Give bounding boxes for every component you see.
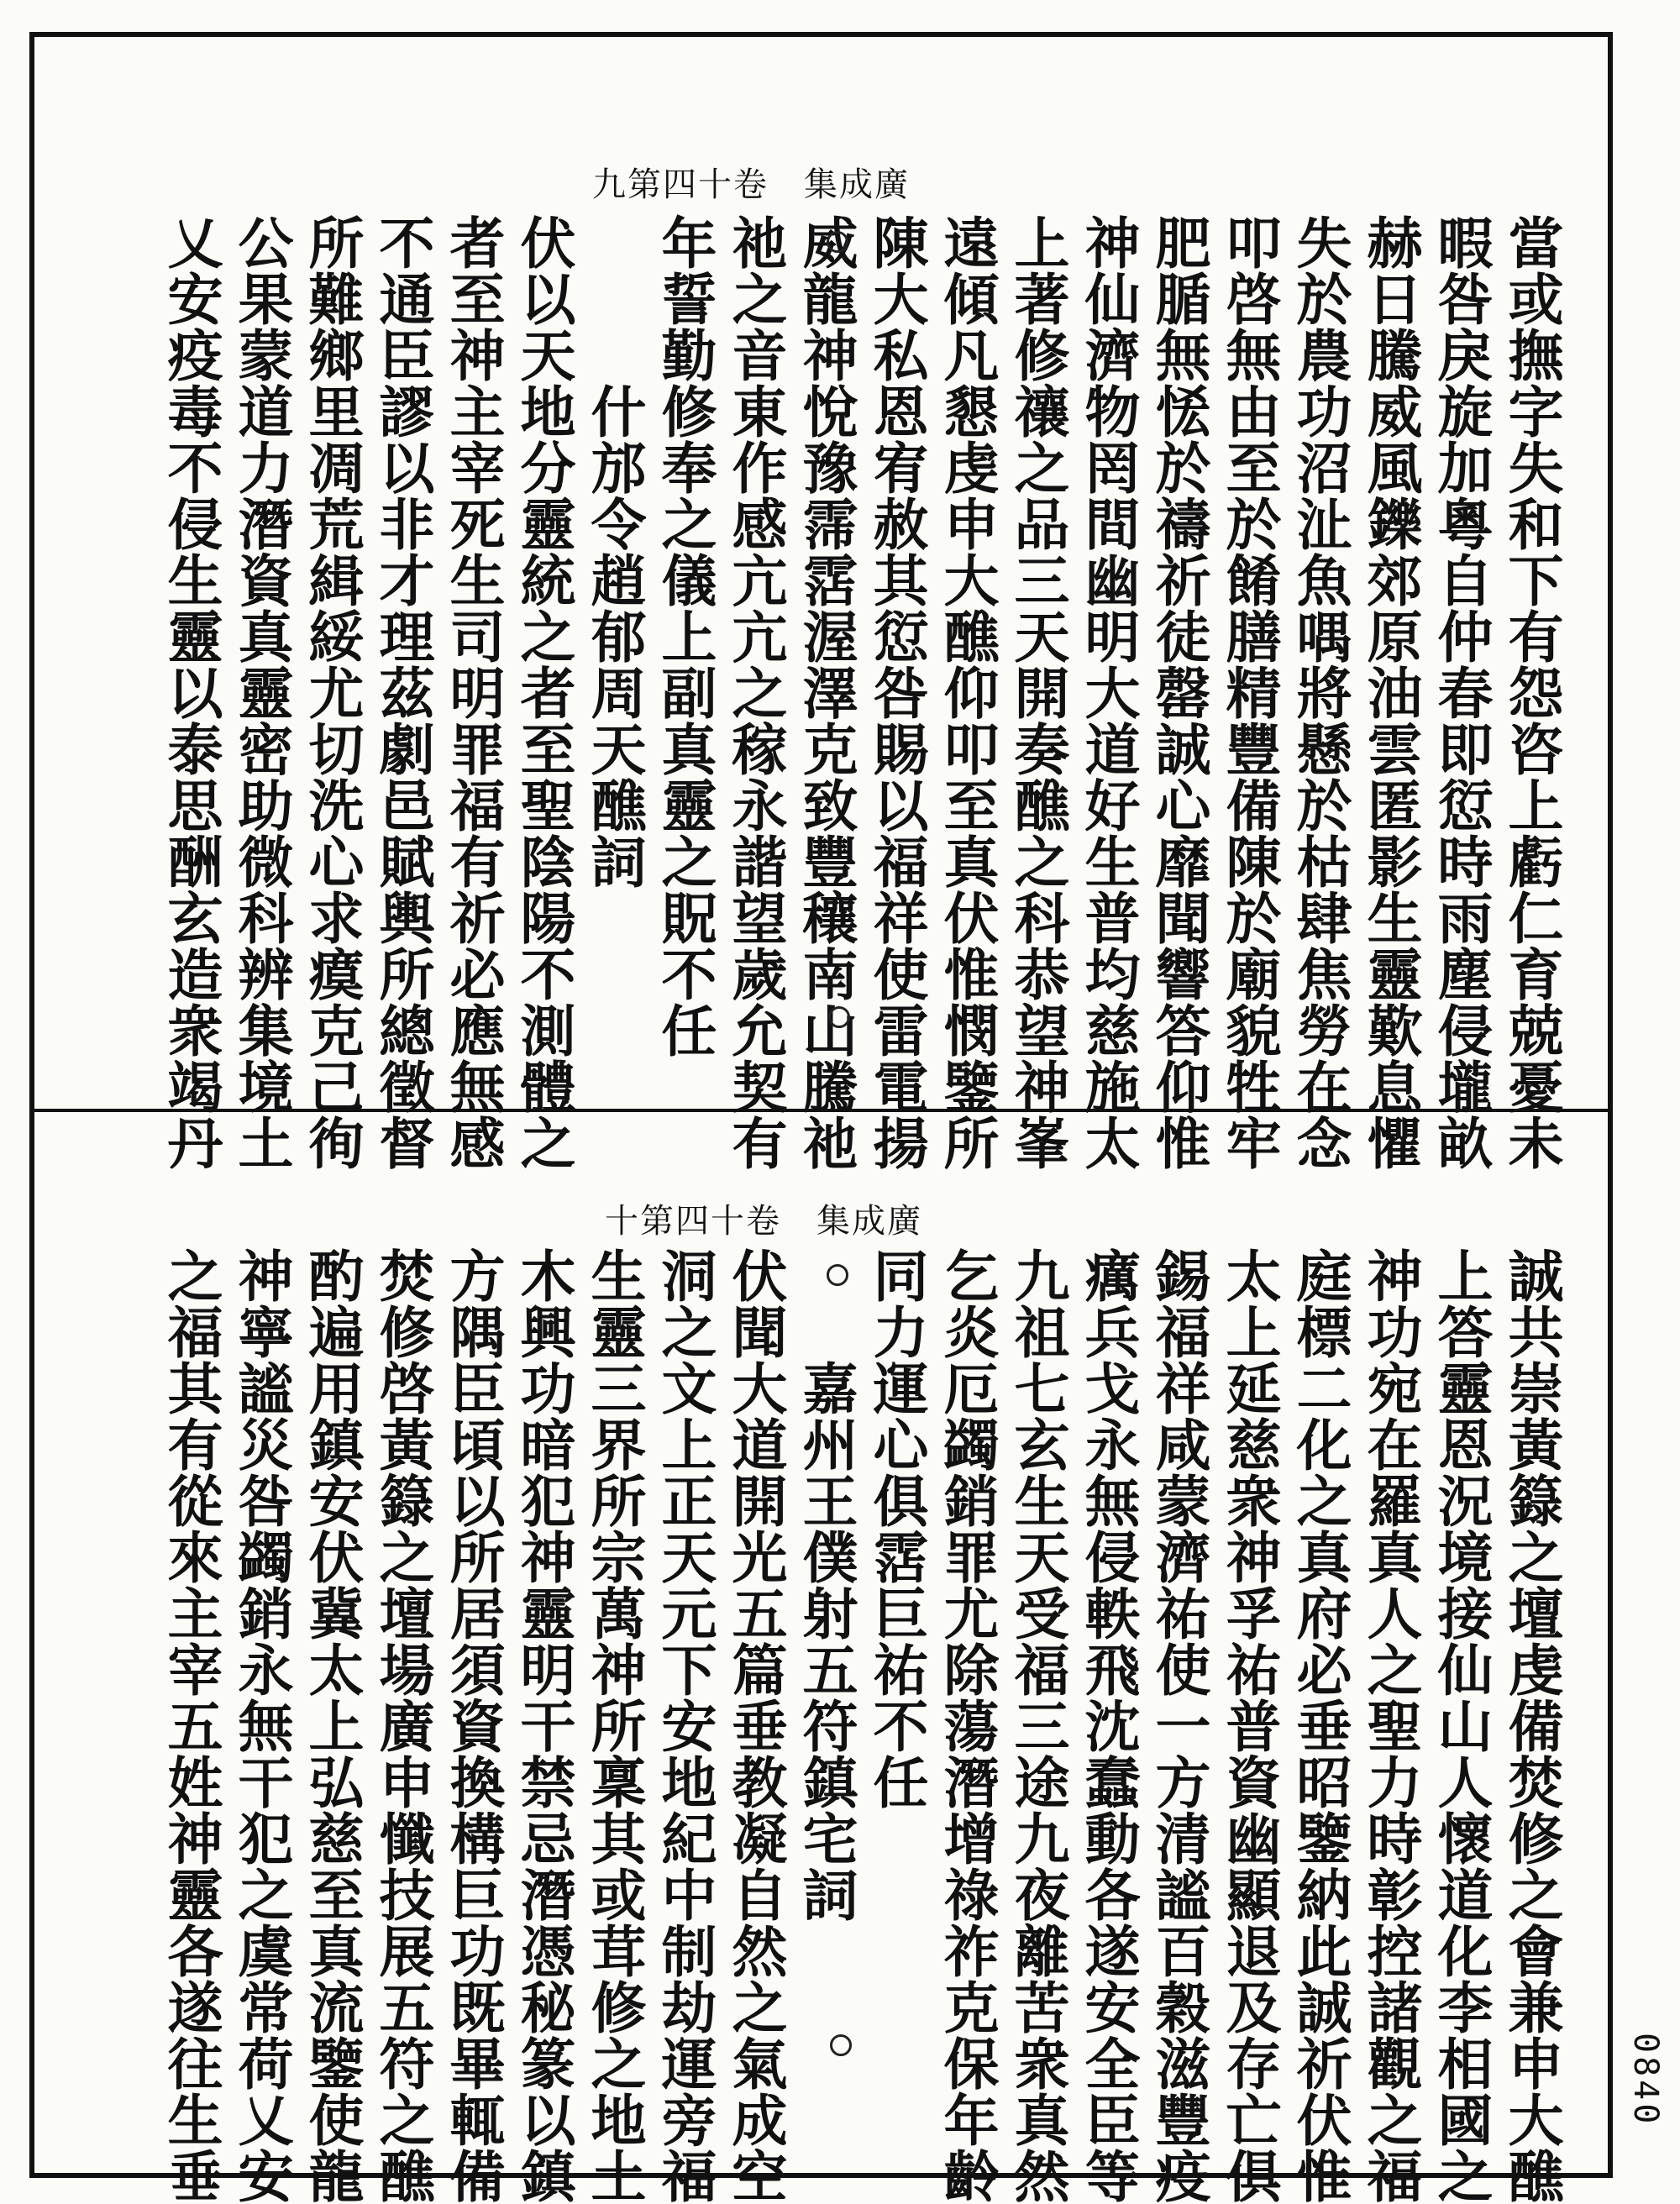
bottom-column-5: 太上延慈衆神孚祐普資幽顯退及存亡俱 [1216, 1247, 1282, 2204]
bottom-column-4: 庭標二化之真府必垂昭鑒納此誠祈伏惟 [1287, 1247, 1352, 2204]
top-column-5: 叩啓無由至於餚膳精豐備陳於廟貌牲牢 [1216, 214, 1282, 1171]
bottom-column-20: 之福其有從來主宰五姓神靈各遂往生垂 [158, 1247, 223, 2204]
bottom-column-13: 洞之文上正天元下安地紀中制劫運旁福 [652, 1247, 717, 2204]
bottom-column-10: 同力運心俱霑巨祐不任 [864, 1247, 929, 1810]
top-column-7: 神仙濟物罔間幽明大道好生普均慈施太 [1075, 214, 1141, 1171]
bottom-column-2: 上答靈恩況境接仙山人懷道化李相國之 [1428, 1247, 1494, 2204]
bottom-page-header: 十第四十卷 集成廣 [605, 1202, 922, 1241]
top-column-20: 乂安疫毒不侵生靈以泰思酬玄造衆竭丹 [158, 214, 223, 1171]
top-page-header: 九第四十卷 集成廣 [592, 165, 910, 204]
bottom-column-14: 生靈三界所宗萬神所稟其或茸修之地土 [581, 1247, 647, 2204]
top-column-6: 肥腯無恡於禱祈徒罄誠心靡聞響答仰惟 [1146, 214, 1211, 1171]
top-column-11: 威龍神悅豫霈霑渥澤克致豐穰南山騰祂 [793, 214, 858, 1171]
bottom-column-15: 木興功暗犯神靈明干禁忌潛憑秘篆以鎮 [511, 1247, 576, 2204]
section-mark-circle [827, 231, 848, 253]
top-column-16: 者至神主宰死生司明罪福有祈必應無感 [440, 214, 506, 1171]
top-column-19: 公果蒙道力潛資真靈密助微科辨集境土 [228, 214, 294, 1171]
page-number: 0840 [1626, 2033, 1665, 2128]
top-column-12: 祂之音東作感亢亢之稼永諧望歲允契有 [722, 214, 788, 1171]
bottom-column-18: 酌遍用鎮安伏冀太上弘慈至真流鑒使龍 [299, 1247, 365, 2204]
section-mark-circle [830, 2034, 852, 2056]
top-column-18: 所難鄉里凋荒緝綏尤切洗心求瘼克己徇 [299, 214, 365, 1171]
top-column-1: 當或撫字失和下有怨咨上虧仁育兢憂未 [1499, 214, 1564, 1171]
top-column-13: 年誓勤修奉之儀上副真靈之貺不任 [652, 214, 717, 1058]
bottom-column-3: 神功宛在羅真人之聖力時彰控諸觀之福 [1357, 1247, 1423, 2204]
bottom-column-9: 乞炎厄蠲銷罪尤除蕩潛增祿祚克保年齡 [934, 1247, 1000, 2204]
top-column-3: 赫日騰威風鑠郊原油雲匿影生靈歎息懼 [1357, 214, 1423, 1171]
top-column-8: 上著修禳之品三天開奏醮之科恭望神峯 [1005, 214, 1070, 1171]
bottom-column-16: 方隅臣頃以所居須資換構巨功既畢輒備 [440, 1247, 506, 2204]
top-column-10: 陳大私恩宥赦其愆咎賜以福祥使雷電揚 [864, 214, 929, 1171]
bottom-column-11: 嘉州王僕射五符鎮宅詞 [793, 1247, 858, 1923]
bottom-column-8: 九祖七玄生天受福三途九夜離苦衆真然 [1005, 1247, 1070, 2204]
top-column-4: 失於農功沼沚魚喁將懸於枯肆焦勞在念 [1287, 214, 1352, 1171]
top-column-2: 暇咎戾旋加粵自仲春即愆時雨塵侵壠畝 [1428, 214, 1494, 1171]
bottom-column-17: 焚修啓黃籙之壇場廣申懺技展五符之醮 [370, 1247, 435, 2204]
top-column-17: 不通臣謬以非才理茲劇邑賦輿所總徵督 [370, 214, 435, 1171]
top-column-15: 伏以天地分靈統之者至聖陰陽不測體之 [511, 214, 576, 1171]
top-column-14: 什邡令趙郁周天醮詞 [581, 214, 647, 889]
bottom-column-7: 癘兵戈永無侵軼飛沈蠢動各遂安全臣等 [1075, 1247, 1141, 2204]
top-column-9: 遠傾凡懇虔申大醮仰叩至真伏惟憫鑒所 [934, 214, 1000, 1171]
bottom-column-1: 誠共崇黃籙之壇虔備焚修之會兼申大醮 [1499, 1247, 1564, 2204]
section-mark-circle [827, 1264, 848, 1286]
bottom-column-12: 伏聞大道開光五篇垂教凝自然之氣成空 [722, 1247, 788, 2204]
bottom-column-19: 神寧謐災咎蠲銷永無干犯之虞常荷乂安 [228, 1247, 294, 2204]
section-mark-circle [828, 1006, 850, 1028]
bottom-column-6: 錫福祥咸蒙濟祐使一方清謐百穀滋豐疫 [1146, 1247, 1211, 2204]
